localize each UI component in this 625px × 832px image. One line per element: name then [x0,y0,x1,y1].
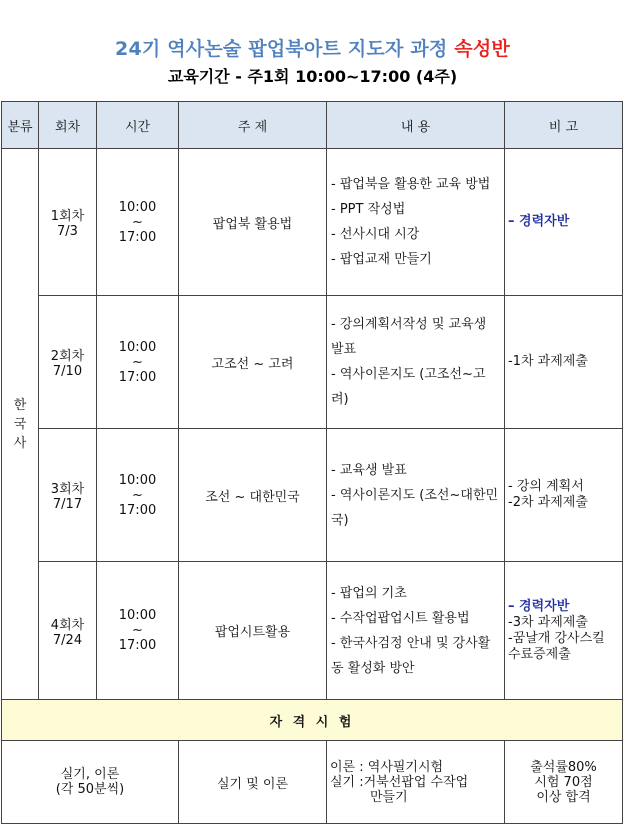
table-row [2,296,623,429]
header-notes: 비 고 [505,102,623,149]
notes-cell [505,296,623,429]
notes-cell [505,429,623,562]
title-accent: 속성반 [454,38,510,60]
content-cell [327,562,505,700]
time-sep: ~ [132,214,143,230]
time-end: 17:00 [118,369,157,385]
schedule-table [1,101,623,824]
page-title [0,34,625,61]
session-cell [39,562,97,700]
content-line: - 수작업팝업시트 활용법 [331,610,470,626]
content-cell [327,149,505,296]
session-date: 7/3 [57,224,78,239]
cert-type-line: 실기, 이론 [60,767,120,782]
session-num: 4회차 [50,617,85,633]
cert-pass-line: 시험 70점 [534,774,593,790]
time-end: 17:00 [118,638,157,653]
notes-cell [505,562,623,700]
cert-pass-cell [505,741,623,824]
session-num: 1회차 [50,209,85,224]
cert-row [2,741,623,824]
content-line: - 교육생 발표 [331,462,407,478]
note-line: -3차 과제제출 [508,614,588,630]
time-sep: ~ [132,487,143,503]
cert-title: 자 격 시 험 [2,700,623,741]
session-date: 7/24 [52,632,83,648]
time-cell [97,296,179,429]
session-num: 2회차 [50,349,85,364]
cert-content-line: 이론 : 역사필기시험 [330,759,444,775]
category-char: 한 [13,397,27,413]
content-cell [327,429,505,562]
topic-cell: 조선 ~ 대한민국 [179,429,327,562]
content-line: - 팝업북을 활용한 교육 방법 [331,177,491,192]
session-cell [39,296,97,429]
time-sep: ~ [132,623,143,638]
time-start: 10:00 [118,199,157,215]
page-subtitle: 교육기간 - 주1회 10:00~17:00 (4주) [167,67,458,86]
content-line: - PPT 작성법 [331,202,406,217]
topic-cell: 팝업시트활용 [179,562,327,700]
note-line: -2차 과제제출 [508,495,588,510]
cert-type-cell [2,741,179,824]
session-date: 7/17 [52,497,83,512]
cert-header-row [2,700,623,741]
cert-topic-cell: 실기 및 이론 [179,741,327,824]
note-line: -1차 과제제출 [508,354,588,369]
category-char: 사 [13,435,27,451]
header-content: 내 용 [327,102,505,149]
session-cell [39,429,97,562]
header-category: 분류 [2,102,39,149]
content-line: - 역사이론지도 (조선~대한민국) [331,487,499,528]
time-end: 17:00 [118,229,157,245]
notes-cell [505,149,623,296]
content-cell [327,296,505,429]
time-sep: ~ [132,354,143,370]
session-cell [39,149,97,296]
category-char: 국 [13,416,27,432]
time-cell [97,429,179,562]
content-line: - 팝업의 기초 [331,585,407,601]
content-line: - 팝업교재 만들기 [331,252,432,267]
time-start: 10:00 [118,608,157,623]
time-end: 17:00 [118,502,157,518]
cert-content-line: 실기 :거북선팝업 수작업 [330,774,469,790]
table-row [2,429,623,562]
cert-content-cell [327,741,505,824]
time-cell [97,562,179,700]
table-row [2,562,623,700]
header-time: 시간 [97,102,179,149]
header-row [2,102,623,149]
cert-type-line: (각 50분씩) [55,782,125,797]
cert-content-line: 만들기 [370,789,408,805]
header-topic: 주 제 [179,102,327,149]
note-line: -꿈날개 강사스킬 수료증제출 [508,630,605,662]
topic-cell: 고조선 ~ 고려 [179,296,327,429]
header-session: 회차 [39,102,97,149]
cert-pass-line: 출석률80% [530,759,597,775]
content-line: - 역사이론지도 (고조선~고려) [331,367,486,407]
session-date: 7/10 [52,364,83,379]
content-line: - 강의계획서작성 및 교육생 발표 [331,317,487,357]
time-start: 10:00 [118,472,157,488]
note-line: – 경력자반 [508,598,570,614]
topic-cell: 팝업북 활용법 [179,149,327,296]
note-line: – 경력자반 [508,214,570,229]
table-row [2,149,623,296]
time-cell [97,149,179,296]
time-start: 10:00 [118,339,157,355]
category-cell [2,149,39,700]
session-num: 3회차 [50,482,85,497]
note-line: - 강의 계획서 [508,479,584,494]
content-line: - 한국사검정 안내 및 강사활동 활성화 방안 [331,635,491,676]
title-main: 24기 역사논술 팝업북아트 지도자 과정 [115,38,455,60]
content-line: - 선사시대 시강 [331,227,420,242]
cert-pass-line: 이상 합격 [536,789,591,805]
